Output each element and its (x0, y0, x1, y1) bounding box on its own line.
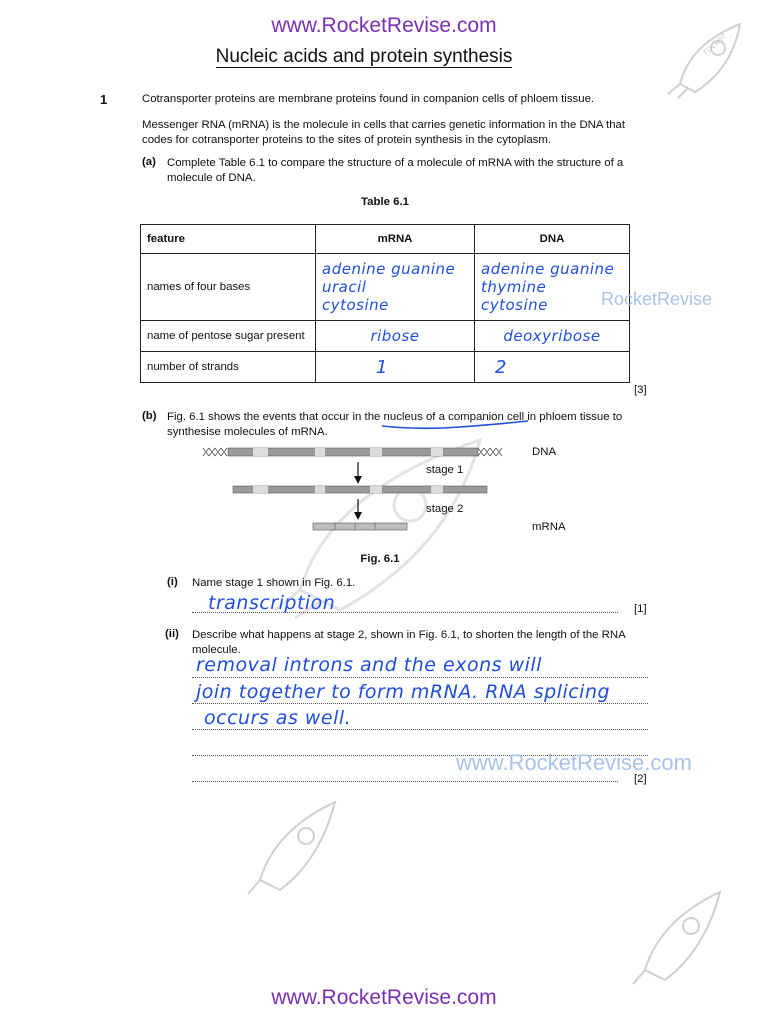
handwritten-answer: adenine guanine (322, 260, 456, 278)
page-title: Nucleic acids and protein synthesis (215, 46, 513, 67)
table-row (141, 254, 630, 321)
answer-line (192, 729, 648, 730)
handwritten-answer-ii-line3: occurs as well. (204, 707, 352, 729)
sub-ii-marks: [2] (634, 773, 647, 785)
part-b-label: (b) (142, 410, 157, 422)
feature-cell: names of four bases (141, 254, 316, 321)
answer-line (192, 781, 618, 782)
table-caption: Table 6.1 (361, 196, 409, 208)
handwritten-answer: ribose (370, 327, 420, 345)
feature-cell: name of pentose sugar present (141, 321, 316, 352)
table-row (141, 352, 630, 383)
rocket-watermark-bottom (625, 880, 735, 990)
handwritten-answer: thymine (481, 278, 547, 296)
footer-site-url[interactable]: www.RocketRevise.com (271, 986, 497, 1009)
mrna-strands-cell (316, 352, 475, 383)
feature-cell: number of strands (141, 352, 316, 383)
figure-label-dna: DNA (532, 446, 557, 458)
handwritten-answer: uracil (322, 278, 367, 296)
table-header-row (141, 225, 630, 254)
sub-i-label: (i) (167, 576, 178, 588)
dna-strands-cell (475, 352, 630, 383)
mrna-sugar-cell (316, 321, 475, 352)
mrna-bases-cell (316, 254, 475, 321)
rocket-watermark-lower (240, 790, 350, 900)
handwritten-answer-ii-line2: join together to form mRNA. RNA splicing (196, 681, 611, 703)
handwritten-underline (380, 418, 530, 432)
handwritten-answer: cytosine (322, 296, 389, 314)
svg-text:rocket: rocket (701, 31, 729, 58)
handwritten-answer: adenine guanine (481, 260, 615, 278)
handwritten-answer: cytosine (481, 296, 548, 314)
intro-paragraph-1: Cotransporter proteins are membrane proteins found in companion cells of phloem tissue. (142, 93, 595, 105)
handwritten-answer-ii-line1: removal introns and the exons will (196, 654, 542, 676)
figure-label-mrna: mRNA (532, 521, 566, 533)
table-row (141, 321, 630, 352)
sub-i-marks: [1] (634, 603, 647, 615)
figure-6-1 (195, 440, 535, 540)
intro-paragraph-2: Messenger RNA (mRNA) is the molecule in cells that carries genetic information in the DNA that codes for cotransporter proteins to the sites of protein synthesis in the cytoplasm. (142, 119, 626, 146)
handwritten-answer: deoxyribose (503, 327, 601, 345)
handwritten-answer-i: transcription (208, 592, 336, 614)
question-number: 1 (100, 92, 108, 107)
part-a-marks: [3] (634, 384, 647, 396)
header-feature: feature (141, 225, 316, 254)
answer-line (192, 703, 648, 704)
part-a-label: (a) (142, 156, 156, 168)
figure-label-stage2: stage 2 (426, 503, 464, 515)
sub-ii-text: Describe what happens at stage 2, shown in Fig. 6.1, to shorten the length of the RNA molecule. (192, 629, 626, 656)
header-site-url[interactable]: www.RocketRevise.com (271, 14, 497, 37)
header-mrna: mRNA (316, 225, 475, 254)
sub-ii-label: (ii) (165, 628, 179, 640)
header-dna: DNA (475, 225, 630, 254)
watermark-text: RocketRevise (601, 289, 713, 309)
answer-line (192, 677, 648, 678)
part-b-text: Fig. 6.1 shows the events that occur in the nucleus of a companion cell in phloem tissue to synthesise molecules of mRNA. (167, 411, 623, 438)
part-a-text: Complete Table 6.1 to compare the structure of a molecule of mRNA with the structure of a molecule of DNA. (167, 157, 624, 184)
handwritten-answer: 1 (376, 356, 388, 378)
handwritten-answer: 2 (495, 356, 507, 378)
dna-bases-cell (475, 254, 630, 321)
comparison-table (140, 224, 630, 383)
sub-i-text: Name stage 1 shown in Fig. 6.1. (192, 577, 356, 589)
figure-label-stage1: stage 1 (426, 464, 464, 476)
watermark-url: www.RocketRevise.com (456, 750, 692, 775)
dna-sugar-cell (475, 321, 630, 352)
figure-caption: Fig. 6.1 (360, 553, 400, 565)
